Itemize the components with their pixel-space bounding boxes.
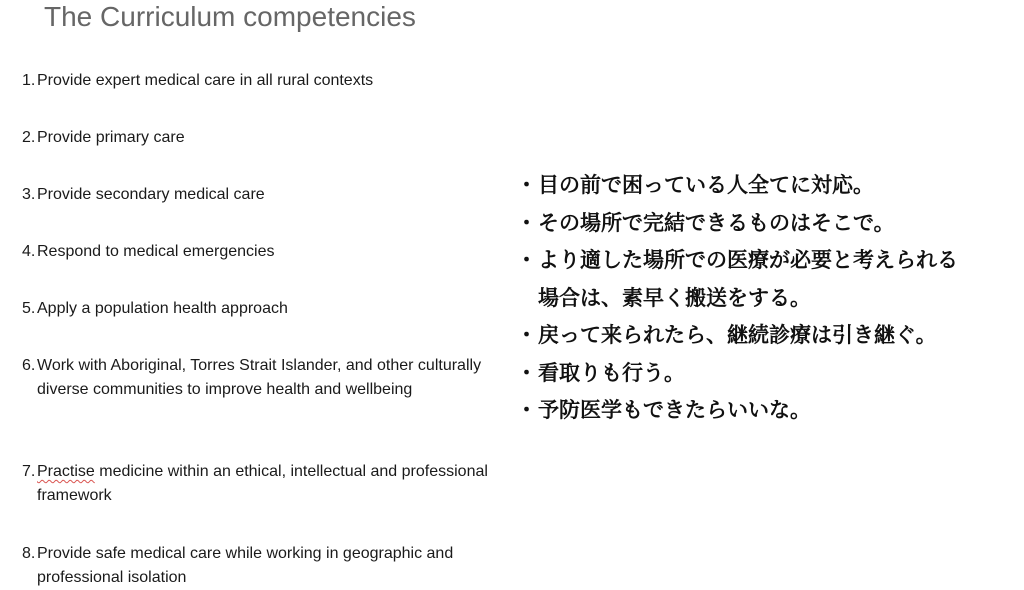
competency-item: [22, 460, 492, 508]
note-text: より適した場所での医療が必要と考えられる場合は、素早く搬送をする。: [538, 248, 958, 310]
competency-item: [22, 354, 492, 402]
note-item: [516, 242, 978, 317]
item-number: 3.: [22, 186, 36, 203]
note-item: [516, 355, 1016, 393]
note-text: 看取りも行う。: [538, 360, 685, 385]
item-text: Provide expert medical care in all rural contexts: [37, 72, 374, 89]
note-item: [516, 392, 1016, 430]
competency-item: [22, 126, 492, 150]
item-number: 6.: [22, 357, 36, 374]
item-text: Provide safe medical care while working in geographic and professional isolation: [37, 545, 454, 586]
item-text: Respond to medical emergencies: [37, 243, 275, 260]
item-number: 4.: [22, 243, 36, 260]
note-text: その場所で完結できるものはそこで。: [538, 210, 895, 235]
note-item: [516, 167, 1016, 205]
competency-item: [22, 240, 492, 264]
item-number: 7.: [22, 463, 36, 480]
item-text: Work with Aboriginal, Torres Strait Islander, and other culturally diverse communities to improve health and wellbeing: [37, 357, 482, 398]
bullet-icon: ・: [516, 210, 537, 235]
bullet-icon: ・: [516, 323, 537, 347]
item-number: 2.: [22, 129, 36, 146]
note-item: [516, 317, 1016, 355]
item-text: [22, 460, 492, 508]
competency-item: [22, 69, 492, 93]
note-text: 予防医学もできたらいいな。: [538, 398, 811, 422]
slide-title: The Curriculum competencies: [44, 1, 416, 32]
note-text: 目の前で困っている人全てに対応。: [538, 173, 874, 197]
bullet-icon: ・: [516, 398, 537, 422]
item-text-rest: medicine within an ethical, intellectual and professional framework: [37, 463, 488, 504]
competency-item: [22, 297, 492, 321]
competency-item: [22, 542, 492, 590]
note-text: 戻って来られたら、継続診療は引き継ぐ。: [538, 323, 937, 347]
competency-item: [22, 183, 492, 207]
note-item: [516, 205, 1016, 243]
item-text: Provide primary care: [37, 129, 185, 146]
spellcheck-flagged-word[interactable]: Practise: [37, 463, 95, 480]
bullet-icon: ・: [516, 248, 537, 272]
item-number: 5.: [22, 300, 36, 317]
item-number: 8.: [22, 545, 36, 562]
bullet-icon: ・: [516, 173, 537, 197]
bullet-icon: ・: [516, 360, 537, 385]
item-number: 1.: [22, 72, 36, 89]
item-text: Provide secondary medical care: [37, 186, 265, 203]
japanese-notes-list: [516, 167, 1016, 430]
item-text: Apply a population health approach: [37, 300, 288, 317]
